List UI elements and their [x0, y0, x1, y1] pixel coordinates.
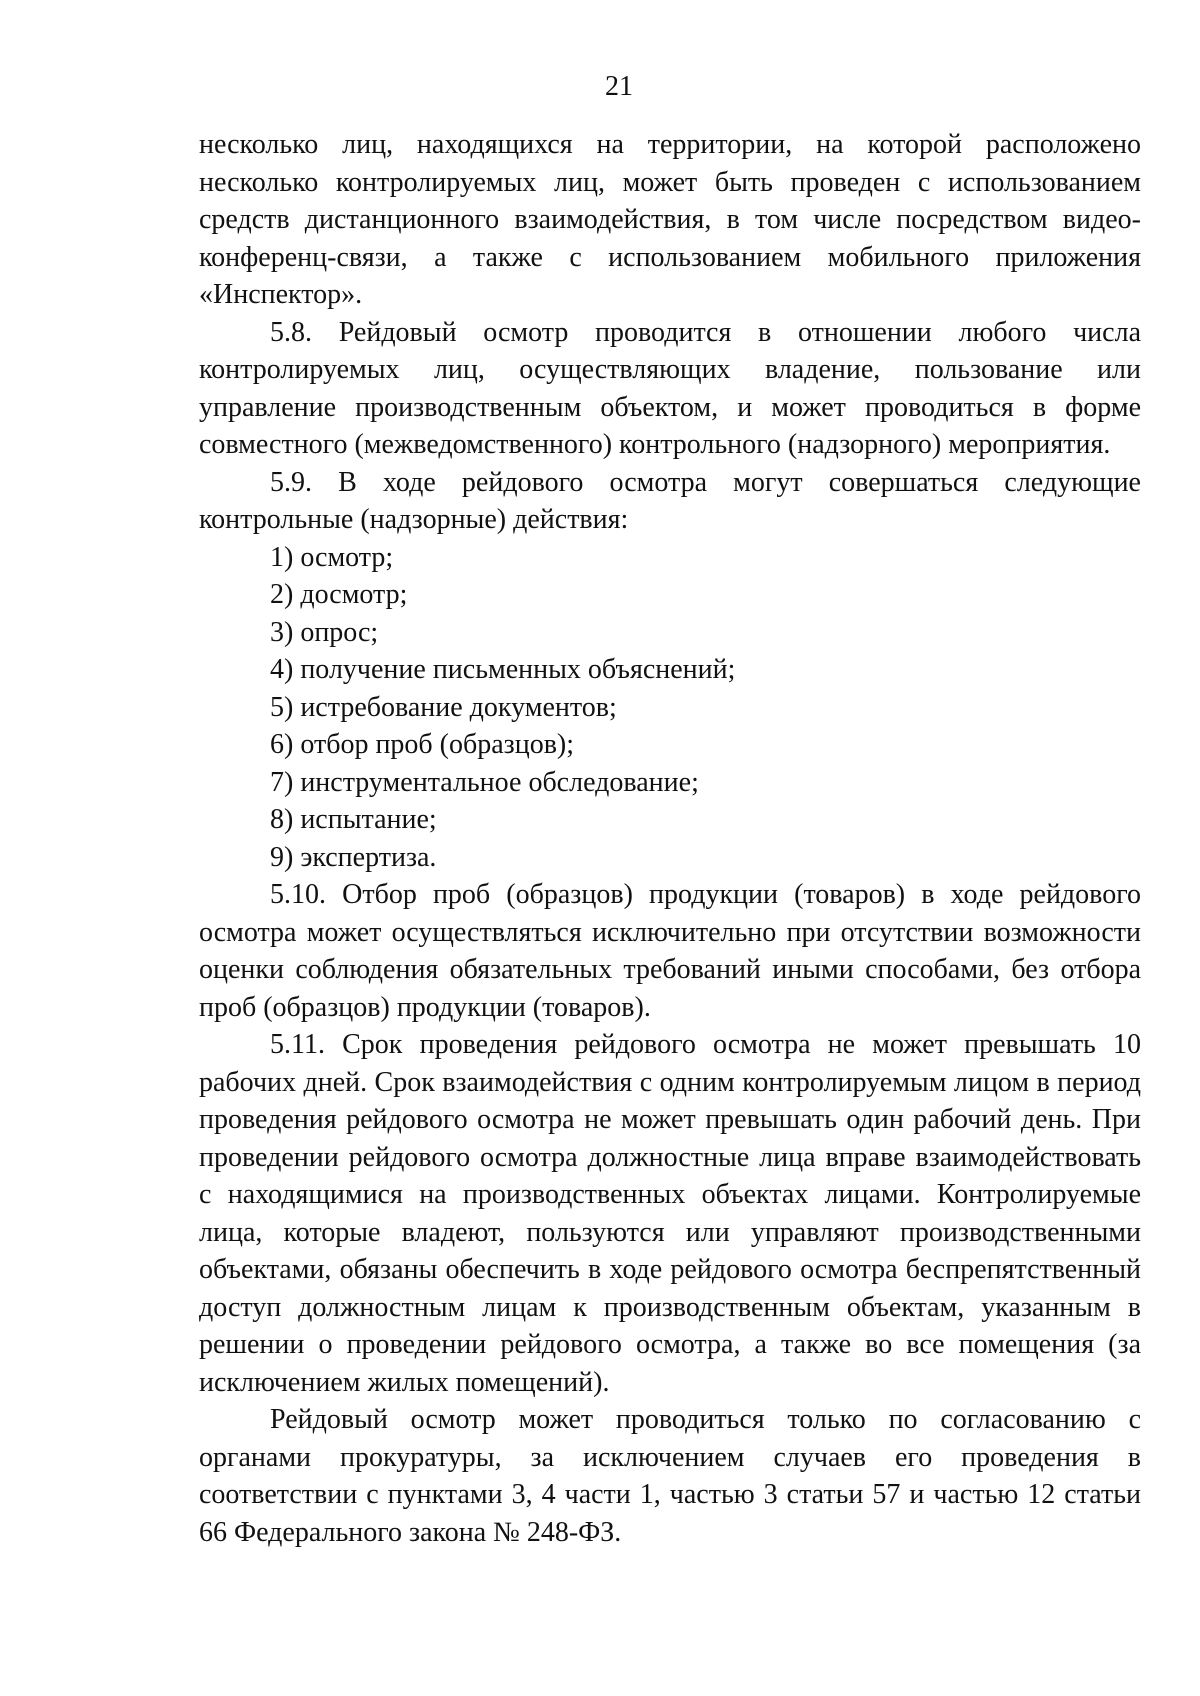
list-item: 9) экспертиза. — [270, 841, 437, 873]
list-item: 3) опрос; — [270, 616, 379, 648]
paragraph-continuation: несколько лиц, находящихся на территории, на которой расположено несколько контролируемых лиц, может быть проведен с использованием средств дистанционного взаимодействия, в том числе посредством видео-конференц-связи, а также с использованием мобильного приложения «Инспектор». — [199, 129, 1141, 310]
list-item: 4) получение письменных объяснений; — [270, 654, 736, 685]
paragraph-5-10: 5.10. Отбор проб (образцов) продукции (товаров) в ходе рейдового осмотра может осуществляться исключительно при отсутствии возможности оценки соблюдения обязательных требований иными способами, без отбора проб (образцов) продукции (товаров). — [199, 879, 1141, 1023]
list-item: 2) досмотр; — [270, 579, 408, 610]
paragraph-5-8: 5.8. Рейдовый осмотр проводится в отношении любого числа контролируемых лиц, осуществляющих владение, пользование или управление производственным объектом, и может проводиться в форме совместного (межведомственного) контрольного (надзорного) мероприятия. — [199, 316, 1141, 460]
page-number: 21 — [605, 71, 633, 102]
list-item: 8) испытание; — [270, 804, 437, 835]
actions-list — [199, 539, 1141, 877]
paragraph-5-9: 5.9. В ходе рейдового осмотра могут совершаться следующие контрольные (надзорные) действия: — [199, 466, 1141, 535]
paragraph-prosecutor-agreement: Рейдовый осмотр может проводиться только по согласованию с органами прокуратуры, за исключением случаев его проведения в соответствии с пунктами 3, 4 части 1, частью 3 статьи 57 и частью 12 статьи 66 Федерального закона № 248-ФЗ. — [199, 1404, 1141, 1548]
document-body — [199, 126, 1141, 1551]
list-item: 1) осмотр; — [270, 541, 394, 573]
list-item: 6) отбор проб (образцов); — [270, 729, 575, 760]
paragraph-5-11: 5.11. Срок проведения рейдового осмотра не может превышать 10 рабочих дней. Срок взаимодействия с одним контролируемым лицом в период проведения рейдового осмотра не может превышать один рабочий день. При проведении рейдового осмотра должностные лица вправе взаимодействовать с находящимися на производственных объектах лицами. Контролируемые лица, которые владеют, пользуются или управляют производственными объектами, обязаны обеспечить в ходе рейдового осмотра беспрепятственный доступ должностным лицам к производственным объектам, указанным в решении о проведении рейдового осмотра, а также во все помещения (за исключением жилых помещений). — [199, 1029, 1141, 1398]
list-item: 7) инструментальное обследование; — [270, 766, 699, 798]
list-item: 5) истребование документов; — [270, 691, 617, 723]
